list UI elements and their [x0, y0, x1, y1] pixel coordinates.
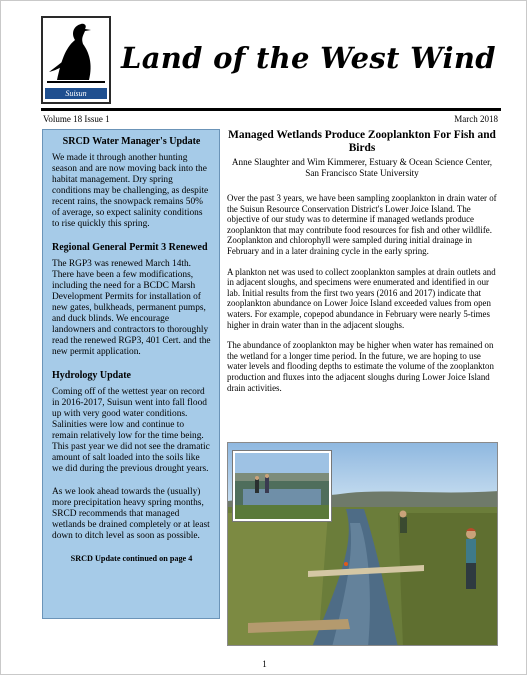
masthead-rule — [41, 108, 501, 111]
newsletter-title: Land of the West Wind — [121, 41, 496, 75]
article-title: Managed Wetlands Produce Zooplankton For Fish and Birds — [228, 129, 496, 154]
sidebar-paragraph: The RGP3 was renewed March 14th. There have been a few modifications, including the need for a BCDC Marsh Development Permits for installation of new gates, bulkheads, permanent pumps, and duck blinds. We encourage landowners and contractors to thoroughly read the renewed RGP3, 401 Cert. and the new permit application. — [52, 259, 211, 357]
article-paragraph: Over the past 3 years, we have been sampling zooplankton in drain water of the Suisun Resource Conservation District's Lower Joice Island. The objective of our study was to determine if managed wetlands produce zooplankton that may contribute food resources for fish and other wildlife. Zooplankton and chlorophyll were sampled during initial drainage in February and in a later draining cycle in the early spring. — [227, 193, 497, 256]
sidebar-heading-rgp3: Regional General Permit 3 Renewed — [52, 242, 208, 253]
article-authors: Anne Slaughter and Wim Kimmerer, Estuary & Ocean Science Center, San Francisco State University — [231, 157, 493, 178]
issue-date: March 2018 — [454, 114, 498, 124]
sidebar-heading-water-manager: SRCD Water Manager's Update — [62, 136, 201, 147]
logo-wordmark: Suisun — [45, 88, 107, 99]
sidebar-paragraph: As we look ahead towards the (usually) more precipitation heavy spring months, SRCD recommends that managed wetlands be drained completely or at least down to ditch level as soon as possible. — [52, 487, 210, 541]
sidebar-heading-hydrology: Hydrology Update — [52, 370, 131, 381]
water-manager-sidebar — [42, 129, 220, 619]
egret-icon — [43, 18, 109, 88]
volume-issue: Volume 18 Issue 1 — [43, 114, 110, 124]
feature-article — [227, 129, 497, 403]
sidebar-paragraph: Coming off of the wettest year on record in 2016-2017, Suisun went into fall flood up with very good water conditions. Salinities were low and continue to remain relatively low for the time being. This past year we did not see the dramatic amount of salt loaded into the soils like we did during the previous drought years. — [52, 387, 210, 474]
suisun-logo — [41, 16, 111, 104]
article-paragraph: A plankton net was used to collect zooplankton samples at drain outlets and in adjacent sloughs, and specimens were enumerated and identified in our lab. Initial results from the first two years (2016 and 2017) indicate that zooplankton abundance on Lower Joice Island exceeded values from open waters. For example, copepod abundance in February were nearly 5-times higher in drain water than in the adjacent sloughs. — [227, 266, 496, 330]
page-number: 1 — [262, 659, 267, 669]
sidebar-paragraph: We made it through another hunting season and are now moving back into the habitat management. Dry spring conditions may be challenging, as despite recent rains, the snowpack remains 50% of average, so expect salinity conditions to rise quickly this spring. — [52, 153, 209, 229]
continued-note: SRCD Update continued on page 4 — [70, 554, 193, 563]
article-paragraph: The abundance of zooplankton may be higher when water has remained on the wetland for a longer time period. In the future, we are hoping to use water levels and flooding depths to estimate the volume of the zooplankton production and fluxes into the adjacent sloughs during Lower Joice Island drain activities. — [227, 340, 494, 393]
inset-photo-sampling — [233, 451, 331, 521]
